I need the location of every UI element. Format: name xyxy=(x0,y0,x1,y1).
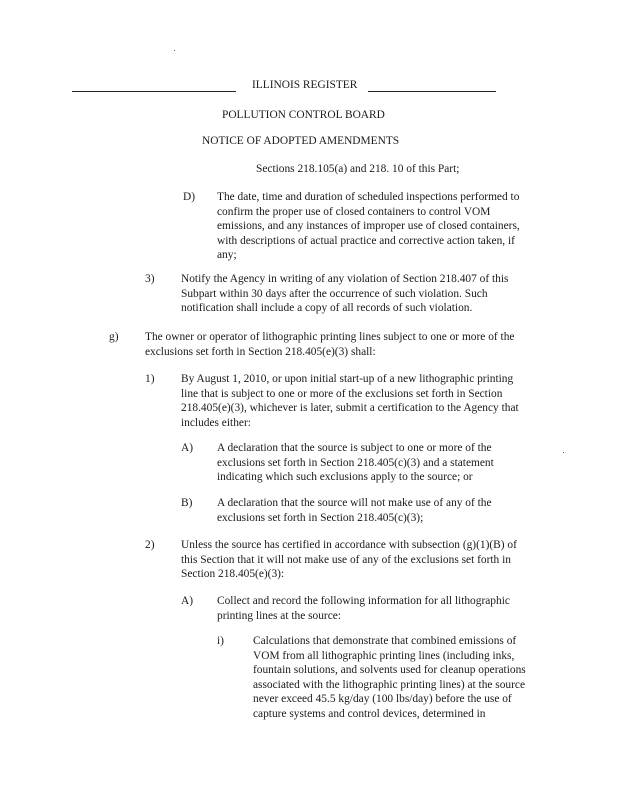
item-D-line: emissions, and any instances of improper use of closed containers, xyxy=(217,220,520,233)
item-1-line: line that is subject to one or more of the exclusions set forth in Section xyxy=(181,387,503,400)
item-i-line: Calculations that demonstrate that combined emissions of xyxy=(253,635,517,647)
item-1B-label: B) xyxy=(181,497,193,509)
item-g-label: g) xyxy=(109,331,119,343)
board-name: POLLUTION CONTROL BOARD xyxy=(222,109,385,121)
item-1B-line: exclusions set forth in Section 218.405(c)(3); xyxy=(217,511,424,524)
item-i-line: VOM from all lithographic printing lines (including inks, xyxy=(253,649,515,662)
register-title: ILLINOIS REGISTER xyxy=(252,79,358,91)
item-2-line: Unless the source has certified in accordance with subsection (g)(1)(B) of xyxy=(181,539,517,551)
item-3-line: notification shall include a copy of all records of such violation. xyxy=(181,302,473,315)
item-1A-line: indicating which such exclusions apply to the source; or xyxy=(217,471,473,484)
scan-speck xyxy=(563,452,564,453)
item-3-label: 3) xyxy=(145,273,155,285)
header-rule-left xyxy=(72,91,236,92)
notice-title: NOTICE OF ADOPTED AMENDMENTS xyxy=(202,135,400,147)
item-1B-line: A declaration that the source will not make use of any of the xyxy=(217,497,492,509)
item-3-line: Notify the Agency in writing of any violation of Section 218.407 of this xyxy=(181,273,509,285)
item-i-line: never exceed 45.5 kg/day (100 lbs/day) before the use of xyxy=(253,693,512,706)
item-2-text xyxy=(181,538,517,582)
item-1A-line: A declaration that the source is subject to one or more of the xyxy=(217,442,492,454)
item-2-line: this Section that it will not make use of any of the exclusions set forth in xyxy=(181,553,511,566)
item-i-line: fountain solutions, and solvents used for cleanup operations xyxy=(253,664,526,677)
item-D-line: The date, time and duration of scheduled inspections performed to xyxy=(217,191,520,203)
item-g-line: The owner or operator of lithographic printing lines subject to one or more of the xyxy=(145,331,515,343)
item-D-label: D) xyxy=(183,191,196,203)
continuation-line: Sections 218.105(a) and 218. 10 of this Part; xyxy=(256,163,460,175)
item-2A-line: Collect and record the following information for all lithographic xyxy=(217,595,510,607)
item-D-text xyxy=(217,190,520,263)
item-D-line: with descriptions of actual practice and corrective action taken, if xyxy=(217,234,515,247)
item-1A-label: A) xyxy=(181,442,194,454)
item-3-line: Subpart within 30 days after the occurrence of such violation. Such xyxy=(181,287,488,300)
item-i-text xyxy=(253,634,526,722)
item-3-text xyxy=(181,272,508,316)
item-i-label: i) xyxy=(217,635,224,647)
item-g-line: exclusions set forth in Section 218.405(e)(3) shall: xyxy=(145,345,376,358)
item-2A-line: printing lines at the source: xyxy=(217,609,342,622)
item-D-line: any; xyxy=(217,249,237,262)
item-2A-text xyxy=(217,594,510,623)
item-g-text xyxy=(145,330,514,359)
item-1B-text xyxy=(217,496,492,525)
item-2-label: 2) xyxy=(145,539,155,551)
item-1-label: 1) xyxy=(145,373,155,385)
header-rule-right xyxy=(368,91,496,92)
item-1-line: includes either: xyxy=(181,416,251,429)
item-D-line: confirm the proper use of closed containers to control VOM xyxy=(217,205,491,218)
item-2A-label: A) xyxy=(181,595,194,607)
item-1-text xyxy=(181,372,519,430)
item-i-line: capture systems and control devices, determined in xyxy=(253,707,486,720)
item-i-line: associated with the lithographic printing lines) at the source xyxy=(253,678,526,691)
item-1-line: By August 1, 2010, or upon initial start-up of a new lithographic printing xyxy=(181,373,514,385)
scan-speck xyxy=(174,50,175,51)
item-2-line: Section 218.405(e)(3): xyxy=(181,568,285,581)
item-1-line: 218.405(e)(3), whichever is later, submit a certification to the Agency that xyxy=(181,402,519,415)
item-1A-text xyxy=(217,441,494,485)
item-1A-line: exclusions set forth in Section 218.405(c)(3) and a statement xyxy=(217,456,494,469)
